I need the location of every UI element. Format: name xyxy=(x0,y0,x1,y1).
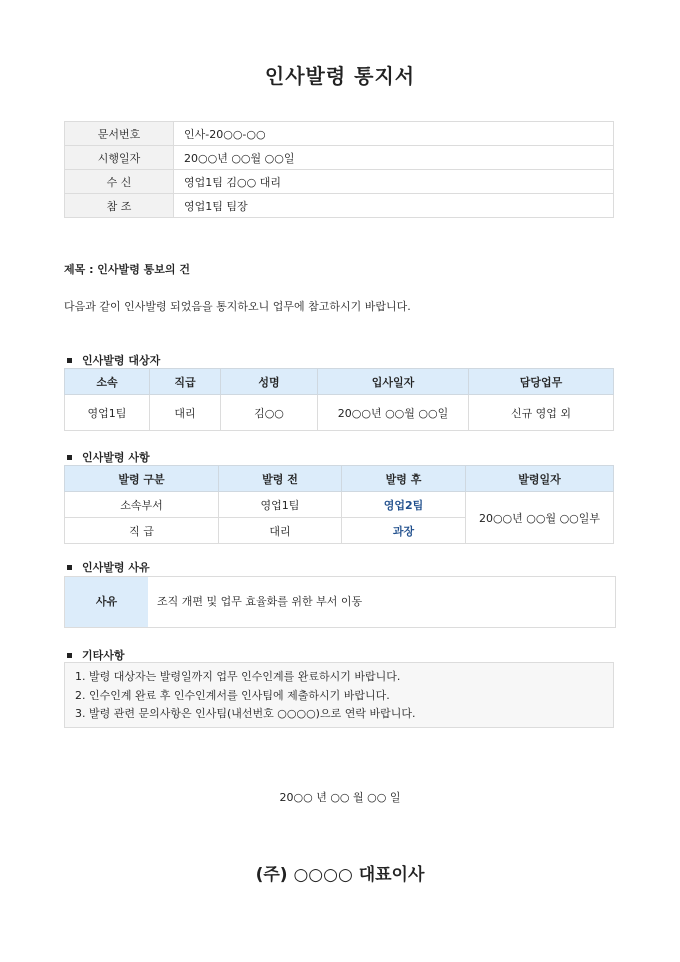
square-bullet-icon xyxy=(67,358,72,363)
column-header: 발령 전 xyxy=(219,466,342,492)
column-header: 소속 xyxy=(65,369,150,395)
table-cell: 영업1팀 xyxy=(65,395,150,431)
table-cell: 20○○년 ○○월 ○○일 xyxy=(318,395,469,431)
table-cell: 신규 영업 외 xyxy=(469,395,614,431)
table-cell: 김○○ xyxy=(221,395,318,431)
table-cell: 대리 xyxy=(150,395,221,431)
notes-box xyxy=(64,662,614,728)
meta-row xyxy=(65,194,614,218)
signature-line: (주) ○○○○ 대표이사 xyxy=(255,865,425,885)
meta-row xyxy=(65,122,614,146)
meta-row xyxy=(65,146,614,170)
section-heading-change xyxy=(64,449,150,465)
table-cell: 직 급 xyxy=(65,518,219,544)
reason-text: 조직 개편 및 업무 효율화를 위한 부서 이동 xyxy=(157,595,363,608)
meta-label: 시행일자 xyxy=(65,146,174,170)
meta-label: 수 신 xyxy=(65,170,174,194)
meta-row xyxy=(65,170,614,194)
note-item: 3. 발령 관련 문의사항은 인사팀(내선번호 ○○○○)으로 연락 바랍니다. xyxy=(75,707,416,720)
document-meta-table xyxy=(64,121,614,218)
section-heading-reason xyxy=(64,559,150,575)
intro-text: 다음과 같이 인사발령 되었음을 통지하오니 업무에 참고하시기 바랍니다. xyxy=(64,300,411,313)
section-heading-etc xyxy=(64,647,125,663)
document-title: 인사발령 통지서 xyxy=(264,64,416,88)
column-header: 담당업무 xyxy=(469,369,614,395)
meta-value: 20○○년 ○○월 ○○일 xyxy=(174,146,614,170)
section-heading-label: 인사발령 대상자 xyxy=(82,354,161,367)
reason-label: 사유 xyxy=(65,577,148,627)
target-table xyxy=(64,368,614,431)
table-cell-highlight: 영업2팀 xyxy=(342,492,466,518)
square-bullet-icon xyxy=(67,653,72,658)
table-cell-effective-date: 20○○년 ○○월 ○○일부 xyxy=(466,492,614,544)
note-item: 2. 인수인계 완료 후 인수인계서를 인사팀에 제출하시기 바랍니다. xyxy=(75,688,390,702)
table-header-row xyxy=(65,466,614,492)
square-bullet-icon xyxy=(67,565,72,570)
table-row xyxy=(65,395,614,431)
meta-value: 인사-20○○-○○ xyxy=(174,122,614,146)
subject-line: 제목 : 인사발령 통보의 건 xyxy=(64,263,190,276)
table-header-row xyxy=(65,369,614,395)
meta-label: 참 조 xyxy=(65,194,174,218)
meta-value: 영업1팀 팀장 xyxy=(174,194,614,218)
table-row xyxy=(65,492,614,518)
reason-box xyxy=(64,576,616,628)
column-header: 발령 후 xyxy=(342,466,466,492)
note-item: 1. 발령 대상자는 발령일까지 업무 인수인계를 완료하시기 바랍니다. xyxy=(75,670,401,683)
section-heading-label: 기타사항 xyxy=(82,649,125,662)
table-cell: 영업1팀 xyxy=(219,492,342,518)
table-cell: 대리 xyxy=(219,518,342,544)
change-table xyxy=(64,465,614,544)
section-heading-label: 인사발령 사항 xyxy=(82,451,150,464)
issue-date: 20○○ 년 ○○ 월 ○○ 일 xyxy=(279,791,401,804)
table-cell: 소속부서 xyxy=(65,492,219,518)
column-header: 입사일자 xyxy=(318,369,469,395)
square-bullet-icon xyxy=(67,455,72,460)
column-header: 발령일자 xyxy=(466,466,614,492)
column-header: 발령 구분 xyxy=(65,466,219,492)
column-header: 직급 xyxy=(150,369,221,395)
table-cell-highlight: 과장 xyxy=(342,518,466,544)
meta-label: 문서번호 xyxy=(65,122,174,146)
column-header: 성명 xyxy=(221,369,318,395)
section-heading-target xyxy=(64,352,160,368)
section-heading-label: 인사발령 사유 xyxy=(82,561,150,574)
meta-value: 영업1팀 김○○ 대리 xyxy=(174,170,614,194)
